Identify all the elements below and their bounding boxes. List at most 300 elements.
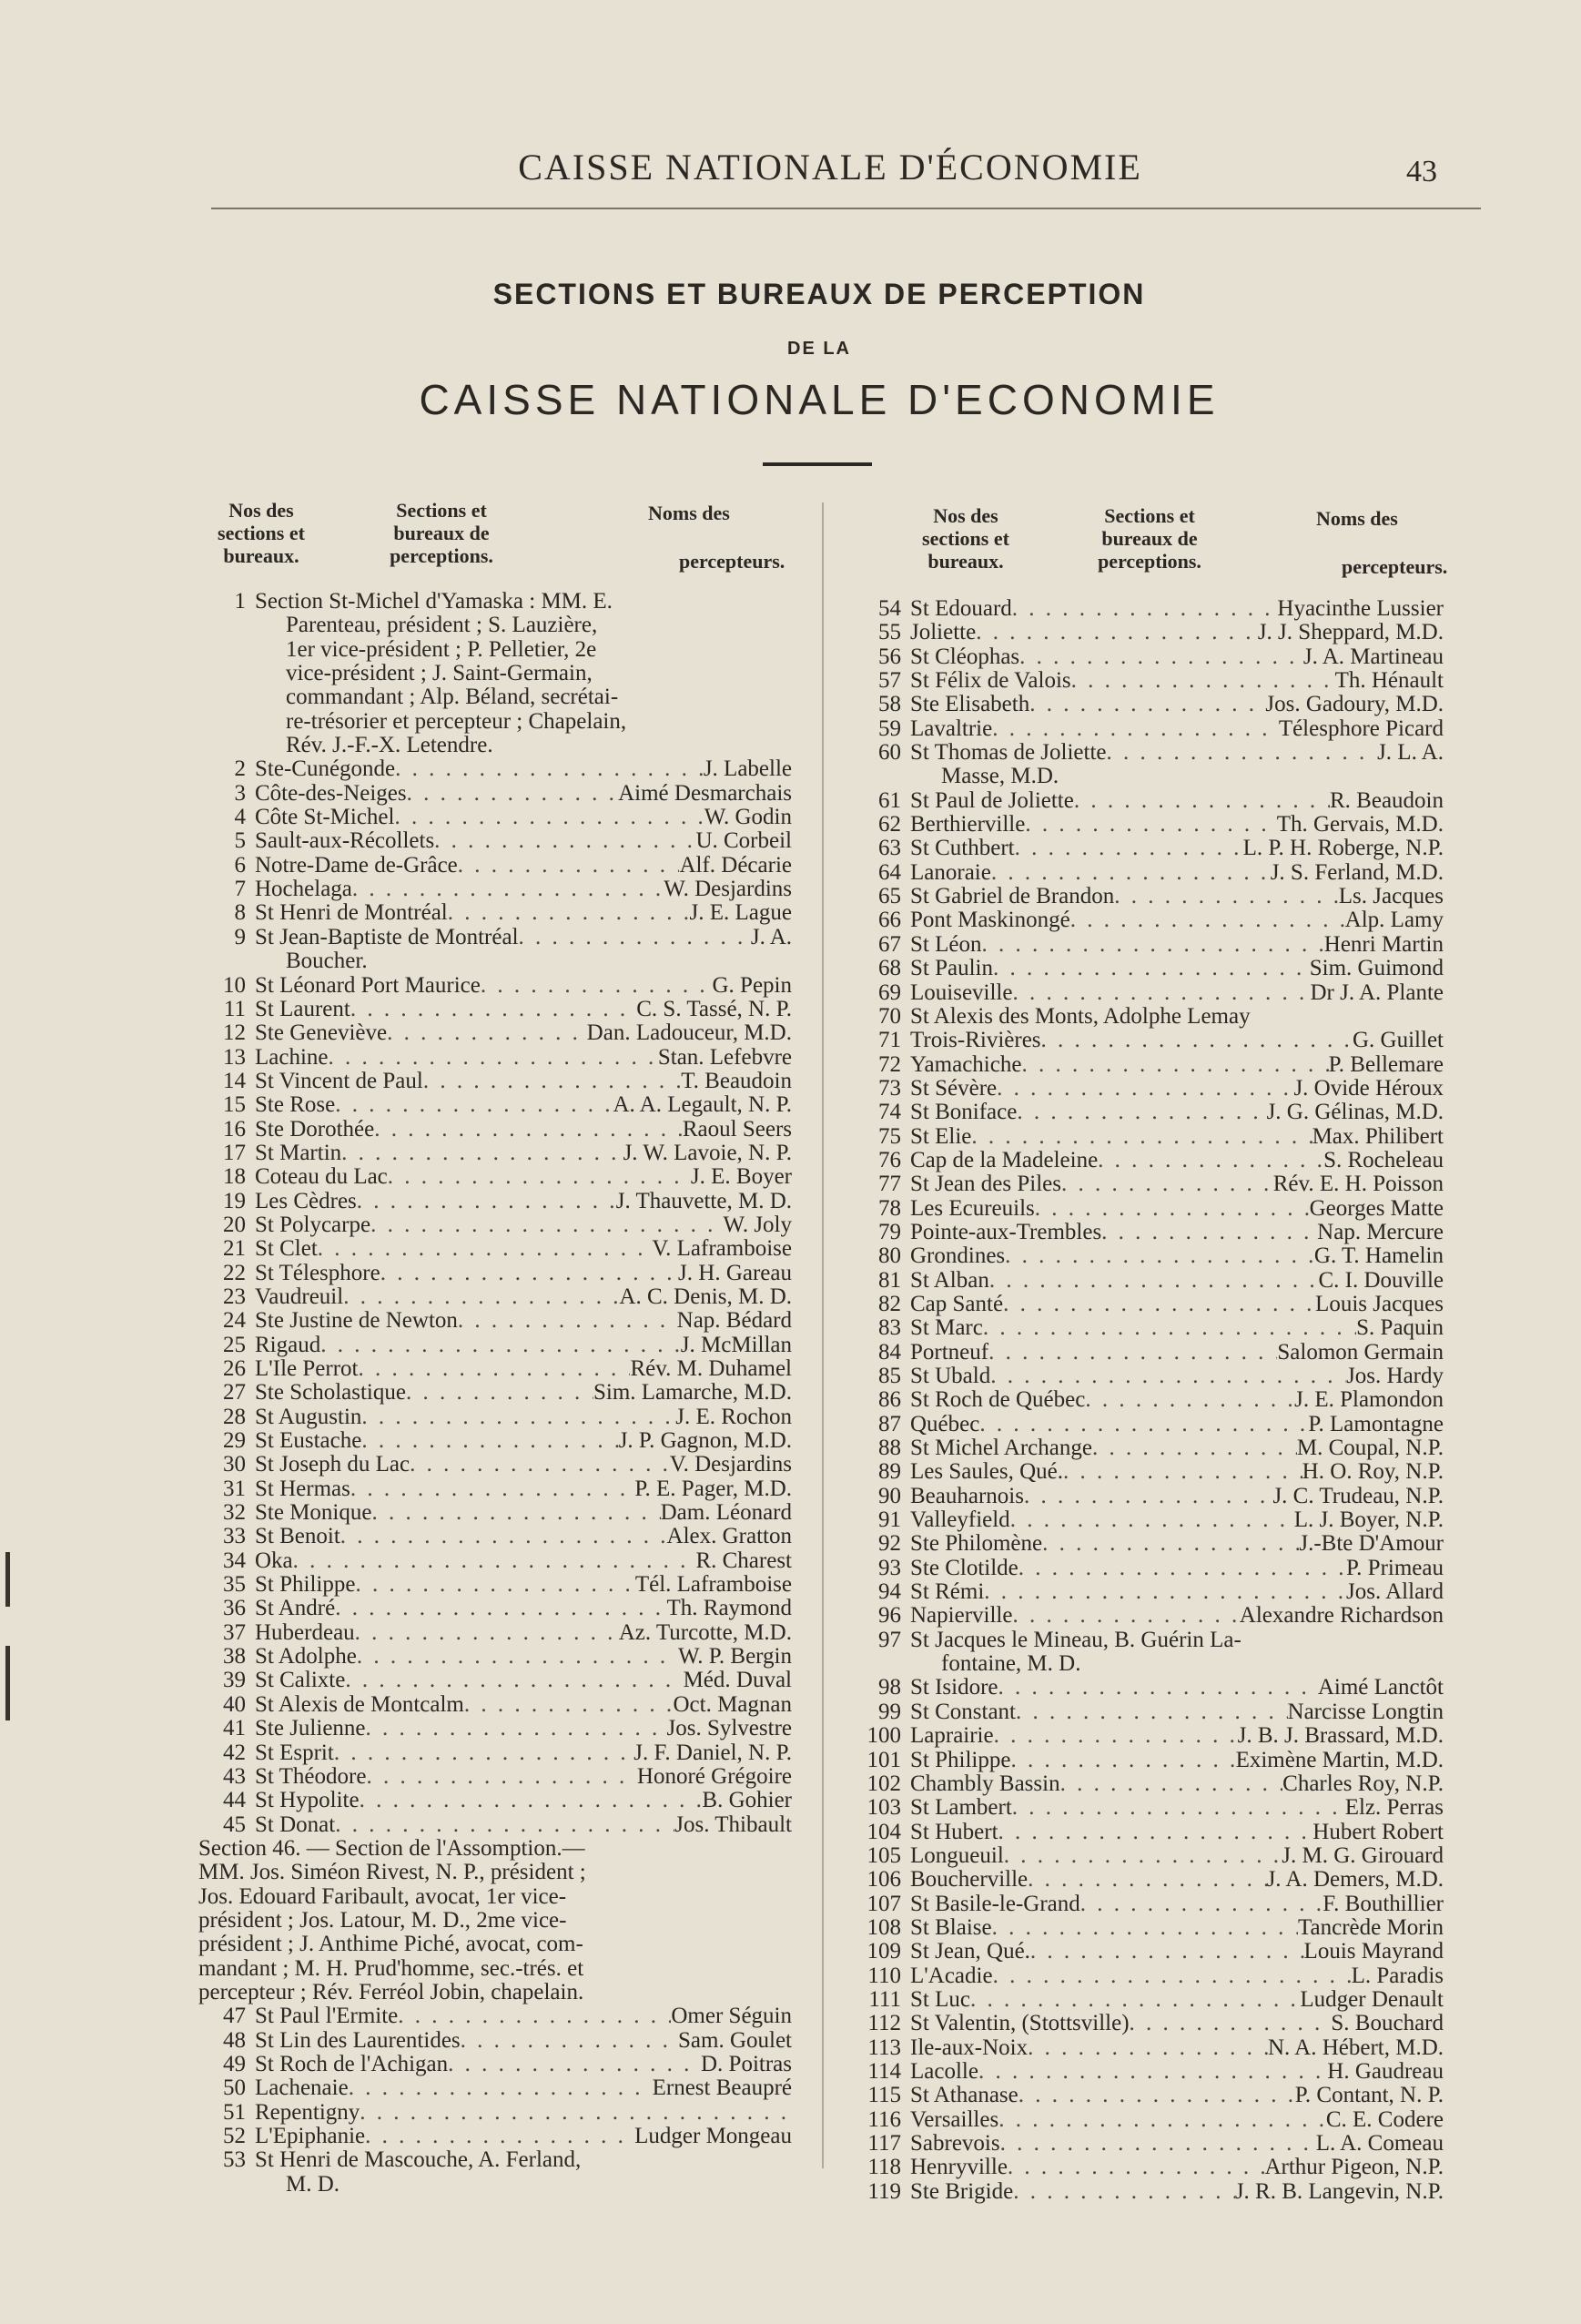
collector-name: J. Thauvette, M. D. <box>615 1188 792 1213</box>
section-name: St Léon <box>910 931 982 957</box>
dot-leader <box>1003 1293 1315 1316</box>
section-number: 19 <box>223 1188 246 1213</box>
dot-leader <box>1107 741 1378 765</box>
dot-leader <box>971 1125 1312 1149</box>
section-number: 98 <box>878 1675 901 1700</box>
continuation-line: Rév. J.-F.-X. Letendre. <box>286 734 493 758</box>
dot-leader <box>994 1724 1238 1748</box>
dot-leader <box>519 926 751 949</box>
section-name: Repentigny <box>255 2099 360 2125</box>
list-item <box>854 981 1444 1005</box>
collector-name: Dr J. A. Plante <box>1310 979 1444 1005</box>
dot-leader <box>976 621 1258 644</box>
section-name: St Philippe <box>255 1572 356 1598</box>
dot-leader <box>1085 1388 1294 1412</box>
collector-name: Ls. Jacques <box>1338 884 1444 909</box>
section-number: 74 <box>878 1100 901 1125</box>
list-item <box>198 829 792 853</box>
collector-name: T. Beaudoin <box>681 1068 792 1093</box>
section-name: St Gabriel de Brandon <box>910 884 1115 909</box>
collector-name: C. E. Codere <box>1325 2106 1444 2132</box>
list-item <box>854 621 1444 644</box>
section-number: 68 <box>878 956 901 981</box>
section-number: 71 <box>878 1028 901 1053</box>
collector-name: Oct. Magnan <box>673 1691 792 1717</box>
list-item <box>854 1460 1444 1484</box>
section-name: Joliette <box>910 620 977 645</box>
list-item <box>198 1765 792 1789</box>
section-number: 9 <box>234 924 246 949</box>
list-item <box>854 1053 1444 1077</box>
dot-leader <box>387 1021 587 1045</box>
list-item <box>854 1821 1444 1844</box>
section-number: 28 <box>223 1404 246 1429</box>
collector-name: J. H. Gareau <box>678 1260 792 1285</box>
left-header-section-number: Nos des sections et bureaux. <box>218 499 305 567</box>
dot-leader <box>1012 1796 1345 1820</box>
collector-name: J. M. G. Girouard <box>1282 1842 1444 1868</box>
list-item <box>854 1772 1444 1796</box>
section-name: Beauharnois <box>910 1483 1024 1508</box>
section-name: Ste Brigide <box>910 2178 1014 2204</box>
collector-name: Méd. Duval <box>683 1668 792 1693</box>
section-number: 88 <box>878 1436 901 1461</box>
section-name: St Basile-le-Grand <box>910 1891 1080 1916</box>
section-name: Ste Rose <box>255 1092 336 1118</box>
section-number: 47 <box>223 2004 246 2029</box>
section-number: 54 <box>878 596 901 621</box>
dot-leader <box>448 2053 701 2076</box>
list-item <box>198 2148 792 2172</box>
dot-leader <box>349 2076 653 2100</box>
list-item <box>854 1029 1444 1052</box>
section-name: St Cuthbert <box>910 836 1015 861</box>
section-number: 35 <box>223 1572 246 1598</box>
section-number: 31 <box>223 1476 246 1501</box>
list-item <box>854 1293 1444 1316</box>
section-number: 55 <box>878 620 901 645</box>
dot-leader <box>340 1525 667 1548</box>
dot-leader <box>992 1916 1298 1940</box>
collector-name: V. Laframboise <box>652 1236 792 1262</box>
section-number: 6 <box>234 852 246 878</box>
collector-name: L. J. Boyer, N.P. <box>1293 1507 1444 1533</box>
collector-name: J. S. Ferland, M.D. <box>1270 859 1444 885</box>
collector-name: J. R. B. Langevin, N.P. <box>1234 2178 1444 2204</box>
section-number: 91 <box>878 1507 901 1533</box>
section-name: St Adolphe <box>255 1644 357 1669</box>
collector-name: Jos. Allard <box>1346 1579 1444 1605</box>
collector-name: N. A. Hébert, M.D. <box>1267 2035 1444 2060</box>
section-name: St Sévère <box>910 1075 998 1101</box>
dot-leader <box>398 2004 671 2028</box>
list-item <box>854 1964 1444 1988</box>
section-name: St Athanase <box>910 2083 1019 2108</box>
list-item <box>198 1669 792 1692</box>
dot-leader <box>1101 1221 1317 1244</box>
list-item <box>854 2132 1444 2156</box>
list-item <box>854 1316 1444 1340</box>
list-item <box>854 1796 1444 1820</box>
section-name: Cap Santé <box>910 1291 1004 1316</box>
dot-leader <box>366 1765 636 1789</box>
collector-name: P. Contant, N. P. <box>1294 2083 1444 2108</box>
section-number: 39 <box>223 1668 246 1693</box>
collector-name: L. Paradis <box>1351 1963 1444 1988</box>
section-number: 85 <box>878 1364 901 1388</box>
collector-name: P. Bellemare <box>1328 1051 1444 1077</box>
list-item <box>854 2084 1444 2107</box>
dot-leader <box>1042 1532 1299 1556</box>
section-number: 7 <box>234 877 246 902</box>
continuation-line: commandant ; Alp. Béland, secrétai- <box>286 685 619 710</box>
title-line-1: SECTIONS ET BUREAUX DE PERCEPTION <box>492 278 1146 310</box>
section-number: 17 <box>223 1140 246 1165</box>
collector-name: Ludger Mongeau <box>634 2124 792 2148</box>
dot-leader <box>461 2029 678 2053</box>
dot-leader <box>981 933 1323 957</box>
section-name: St Cléophas <box>910 644 1020 669</box>
section-number: 51 <box>223 2099 246 2125</box>
paragraph-line: mandant ; M. H. Prud'homme, sec.-trés. et <box>198 1956 584 1981</box>
section-number: 36 <box>223 1596 246 1621</box>
collector-name: Jos. Gadoury, M.D. <box>1265 692 1444 717</box>
dot-leader <box>1029 693 1265 716</box>
section-number: 70 <box>878 1003 901 1029</box>
collector-name: Jos. Sylvestre <box>666 1716 792 1741</box>
section-number: 63 <box>878 836 901 861</box>
section-name: Ste Geneviève <box>255 1020 388 1046</box>
list-item <box>854 2156 1444 2179</box>
paragraph-line: Jos. Edouard Faribault, avocat, 1er vice- <box>198 1884 567 1909</box>
list-item <box>198 1262 792 1285</box>
collector-name: Télesphore Picard <box>1278 715 1444 741</box>
section-number: 27 <box>223 1380 246 1406</box>
list-item <box>198 926 792 949</box>
continuation-line: M. D. <box>286 2172 340 2197</box>
dot-leader <box>370 1213 723 1237</box>
section-number: 18 <box>223 1164 246 1190</box>
dot-leader <box>350 998 636 1021</box>
list-item <box>198 1142 792 1165</box>
left-header-section-name: Sections et bureaux de perceptions. <box>390 499 493 567</box>
collector-name: Charles Roy, N.P. <box>1282 1771 1444 1796</box>
dot-leader <box>1012 1604 1239 1628</box>
section-number: 66 <box>878 908 901 933</box>
collector-name: J. Labelle <box>703 756 792 782</box>
section-name: St Edouard <box>910 596 1012 621</box>
section-name: Ste Dorothée <box>255 1116 375 1142</box>
section-number: 32 <box>223 1500 246 1526</box>
list-item <box>198 854 792 878</box>
dot-leader <box>357 1190 616 1213</box>
section-number: 3 <box>234 780 246 806</box>
list-item <box>198 1501 792 1525</box>
section-number: 97 <box>878 1627 901 1652</box>
section-name: St Polycarpe <box>255 1212 371 1237</box>
collector-name: J. A. <box>750 924 792 949</box>
list-item <box>198 1693 792 1717</box>
section-name: St Donat <box>255 1812 336 1837</box>
column-divider <box>822 502 824 2168</box>
dot-leader <box>359 1357 631 1381</box>
section-name: Trois-Rivières <box>910 1028 1041 1053</box>
collector-name: L. A. Comeau <box>1315 2131 1444 2156</box>
section-text: St Alexis des Monts, Adolphe Lemay <box>910 1004 1251 1029</box>
section-name: St Joseph du Lac <box>255 1452 410 1477</box>
dot-leader <box>481 974 713 998</box>
dot-leader <box>458 854 680 878</box>
continuation-line: re-trésorier et percepteur ; Chapelain, <box>286 709 627 734</box>
list-item <box>854 1868 1444 1892</box>
list-item <box>854 2012 1444 2035</box>
section-name: Ile-aux-Noix <box>910 2035 1029 2060</box>
binding-mark <box>5 1552 10 1607</box>
section-number: 41 <box>223 1716 246 1741</box>
section-name: St Hypolite <box>255 1788 360 1813</box>
dot-leader <box>1030 1940 1304 1964</box>
list-item <box>198 2101 792 2125</box>
section-name: Lachenaie <box>255 2075 349 2101</box>
list-item <box>198 1118 792 1142</box>
list-item <box>198 1645 792 1669</box>
dot-leader <box>318 1237 653 1261</box>
list-item <box>854 1365 1444 1388</box>
section-name: Ste Monique <box>255 1500 372 1526</box>
section-name: St Lin des Laurentides <box>255 2027 461 2053</box>
section-name: St Marc <box>910 1315 983 1341</box>
section-name: St Paulin <box>910 956 993 981</box>
collector-name: Eximène Martin, M.D. <box>1235 1747 1444 1772</box>
collector-name: Hubert Robert <box>1312 1819 1444 1844</box>
continuation-line: vice-président ; J. Saint-Germain, <box>286 662 593 686</box>
section-number: 62 <box>878 812 901 837</box>
right-header-collector-line1: Noms des <box>1316 507 1398 530</box>
collector-name: J. E. Plamondon <box>1294 1387 1444 1413</box>
paragraph-line: Section 46. — Section de l'Assomption.— <box>198 1836 585 1861</box>
section-name: St Léonard Port Maurice <box>255 972 481 998</box>
section-number: 44 <box>223 1788 246 1813</box>
list-item <box>854 1125 1444 1149</box>
collector-name: Ernest Beaupré <box>652 2075 792 2101</box>
list-item <box>854 2180 1444 2204</box>
section-name: St Esprit <box>255 1740 334 1765</box>
continuation-line: Boucher. <box>286 949 368 974</box>
dot-leader <box>361 1406 675 1429</box>
dot-leader <box>434 829 695 853</box>
section-name: St Henri de Montréal <box>255 900 448 926</box>
dot-leader <box>1060 1772 1283 1796</box>
collector-name: U. Corbeil <box>695 828 792 854</box>
collector-name: Sim. Lamarche, M.D. <box>593 1380 792 1406</box>
collector-name: Raoul Seers <box>682 1116 792 1142</box>
section-name: L'Acadie <box>910 1963 993 1988</box>
section-name: St André <box>255 1596 336 1621</box>
section-number: 87 <box>878 1411 901 1436</box>
dot-leader <box>984 1580 1346 1604</box>
list-item <box>198 1213 792 1237</box>
list-item <box>198 1357 792 1381</box>
section-number: 117 <box>867 2131 901 2156</box>
collector-name: Aimé Desmarchais <box>618 780 792 806</box>
section-number: 23 <box>223 1284 246 1309</box>
dot-leader <box>365 2125 634 2148</box>
section-name: Ste Scholastique <box>255 1380 406 1406</box>
dot-leader <box>991 861 1271 885</box>
list-item <box>854 1557 1444 1580</box>
section-name: St Laurent <box>255 996 350 1021</box>
section-name: Sabrevois <box>910 2131 1000 2156</box>
dot-leader <box>345 1669 683 1692</box>
section-number: 48 <box>223 2027 246 2053</box>
list-item <box>854 693 1444 716</box>
section-name: St Jean-Baptiste de Montréal <box>255 924 519 949</box>
section-name: Portneuf <box>910 1339 989 1365</box>
section-number: 4 <box>234 805 246 830</box>
collector-name: F. Bouthillier <box>1323 1891 1444 1916</box>
title-rule <box>763 462 872 466</box>
dot-leader <box>978 2060 1327 2084</box>
collector-name: M. Coupal, N.P. <box>1296 1436 1444 1461</box>
list-item <box>854 2036 1444 2060</box>
section-number: 65 <box>878 884 901 909</box>
dot-leader <box>406 1381 593 1405</box>
dot-leader <box>1005 1244 1314 1268</box>
section-name: Louiseville <box>910 979 1013 1005</box>
dot-leader <box>1080 1893 1323 1916</box>
dot-leader <box>1098 1149 1323 1172</box>
dot-leader <box>360 1789 703 1812</box>
dot-leader <box>1074 789 1330 813</box>
section-name: Chambly Bassin <box>910 1771 1060 1796</box>
section-number: 73 <box>878 1075 901 1101</box>
right-header-collector <box>1316 507 1480 578</box>
dot-leader <box>1019 2084 1295 2107</box>
dot-leader <box>1071 669 1335 693</box>
section-number: 84 <box>878 1339 901 1365</box>
section-number: 108 <box>867 1914 901 1940</box>
list-item <box>198 1621 792 1645</box>
collector-name: J. C. Trudeau, N.P. <box>1272 1483 1444 1508</box>
collector-name: J. J. Sheppard, M.D. <box>1257 620 1444 645</box>
section-name: Québec <box>910 1411 980 1436</box>
section-name: St Blaise <box>910 1914 992 1940</box>
section-number: 100 <box>867 1723 901 1749</box>
list-item <box>198 1093 792 1117</box>
section-name: Napierville <box>910 1603 1013 1629</box>
collector-name: Sim. Guimond <box>1309 956 1444 981</box>
section-name: Côte-des-Neiges <box>255 780 407 806</box>
dot-leader <box>355 1573 634 1597</box>
collector-name: Arthur Pigeon, N.P. <box>1264 2155 1444 2180</box>
list-item <box>198 1477 792 1501</box>
section-number: 29 <box>223 1428 246 1454</box>
section-number: 94 <box>878 1579 901 1605</box>
section-name: Yamachiche <box>910 1051 1022 1077</box>
right-header-section-number: Nos des sections et bureaux. <box>922 504 1009 573</box>
title-line-3: CAISSE NATIONALE D'ECONOMIE <box>419 376 1220 423</box>
dot-leader <box>998 1821 1313 1844</box>
continuation-line: Parenteau, président ; S. Lauzière, <box>286 614 598 638</box>
section-name: Valleyfield <box>910 1507 1010 1533</box>
dot-leader <box>1025 813 1276 837</box>
collector-name: Aimé Lanctôt <box>1317 1675 1444 1700</box>
collector-name: W. Joly <box>723 1212 792 1237</box>
list-item <box>854 1893 1444 1916</box>
list-item <box>198 1453 792 1477</box>
dot-leader <box>1012 981 1310 1005</box>
dot-leader <box>988 1341 1277 1365</box>
section-name: St Clet <box>255 1236 318 1262</box>
section-name: St Augustin <box>255 1404 362 1429</box>
list-item <box>854 717 1444 741</box>
section-number: 20 <box>223 1212 246 1237</box>
section-number: 111 <box>868 1986 901 2012</box>
section-name: Versailles <box>910 2106 999 2132</box>
dot-leader <box>448 901 690 925</box>
list-item <box>854 1101 1444 1124</box>
section-number: 59 <box>878 715 901 741</box>
section-name: Côte St-Michel <box>255 805 395 830</box>
list-item <box>854 2060 1444 2084</box>
section-text: St Henri de Mascouche, A. Ferland, <box>255 2148 582 2173</box>
section-name: Huberdeau <box>255 1619 355 1645</box>
section-number: 116 <box>867 2106 901 2132</box>
collector-name: J. Ovide Héroux <box>1293 1075 1444 1101</box>
list-item <box>198 1573 792 1597</box>
section-name: Notre-Dame de-Grâce <box>255 852 458 878</box>
dot-leader <box>1010 1508 1294 1532</box>
dot-leader <box>395 757 704 781</box>
section-number: 76 <box>878 1147 901 1172</box>
section-number: 1 <box>234 589 246 614</box>
left-header-collector-line1: Noms des <box>648 502 730 524</box>
section-text: Section St-Michel d'Yamaska : MM. E. <box>255 590 613 614</box>
collector-name: Dam. Léonard <box>660 1500 792 1526</box>
collector-name: Alexandre Richardson <box>1239 1603 1444 1629</box>
section-name: St Boniface <box>910 1100 1018 1125</box>
section-name: Lanoraie <box>910 859 991 885</box>
dot-leader <box>388 1165 691 1189</box>
dot-leader <box>352 878 664 901</box>
dot-leader <box>407 782 618 806</box>
collector-name: Honoré Grégoire <box>636 1763 792 1789</box>
dot-leader <box>343 1285 619 1309</box>
dot-leader <box>355 1621 619 1645</box>
section-number: 114 <box>867 2058 901 2084</box>
collector-name: Sam. Goulet <box>678 2027 792 2053</box>
list-item <box>198 1285 792 1309</box>
section-name: Cap de la Madeleine <box>910 1147 1099 1172</box>
section-number: 107 <box>867 1891 901 1916</box>
paragraph-line: président ; Jos. Latour, M. D., 2me vice- <box>198 1908 567 1933</box>
dot-leader <box>1092 1436 1297 1460</box>
dot-leader <box>410 1453 670 1477</box>
section-name: St Hubert <box>910 1819 998 1844</box>
list-item <box>854 597 1444 621</box>
section-name: St Philippe <box>910 1747 1011 1772</box>
section-name: St Télesphore <box>255 1260 380 1285</box>
collector-name: Jos. Hardy <box>1346 1364 1444 1388</box>
collector-name: Az. Turcotte, M.D. <box>618 1619 792 1645</box>
right-header-collector-line2: percepteurs. <box>1342 555 1448 578</box>
section-name: Ste-Cunégonde <box>255 756 396 782</box>
dot-leader <box>1021 1053 1328 1077</box>
section-number: 75 <box>878 1123 901 1149</box>
list-item <box>854 741 1444 765</box>
list-item <box>854 933 1444 957</box>
running-head: CAISSE NATIONALE D'ÉCONOMIE <box>518 147 1142 188</box>
